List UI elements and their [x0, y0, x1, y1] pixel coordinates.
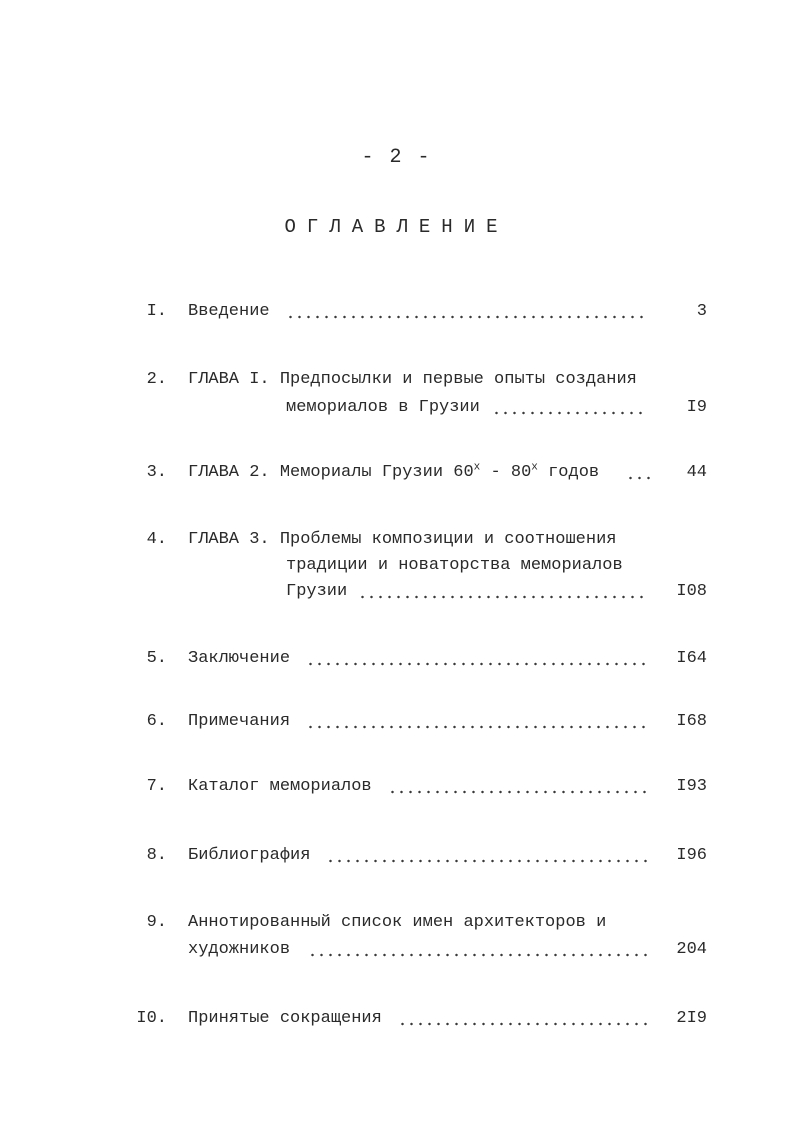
entry-title-continuation: Грузии: [286, 582, 348, 601]
entry-title: Принятые сокращения: [188, 1009, 382, 1028]
entry-number: 7.: [146, 777, 167, 796]
entry-title: Введение: [188, 302, 270, 321]
entry-title: [188, 460, 599, 486]
entry-title: Каталог мемориалов: [188, 777, 372, 796]
entry-number: 8.: [146, 846, 167, 865]
entry-number: 6.: [146, 712, 167, 731]
entry-title-continuation: художников: [188, 940, 291, 959]
entry-page: 44: [686, 463, 707, 482]
entry-number: 3.: [146, 463, 167, 482]
entry-title: Аннотированный список имен архитекторов и: [188, 913, 607, 932]
toc-entry-4: [0, 527, 793, 553]
dot-leader: [626, 476, 656, 480]
toc-entry-10: [0, 1006, 793, 1032]
entry-number: I.: [146, 302, 167, 321]
toc-entry-6: [0, 709, 793, 735]
toc-entry-9-continuation: [0, 937, 793, 963]
dot-leader: [308, 953, 648, 957]
toc-entry-4-continuation: [0, 553, 793, 579]
entry-number: 2.: [146, 370, 167, 389]
dot-leader: [492, 411, 648, 415]
dot-leader: [286, 315, 648, 319]
entry-page: I08: [676, 582, 707, 601]
dot-leader: [326, 859, 648, 863]
entry-title: Примечания: [188, 712, 291, 731]
dot-leader: [358, 595, 648, 599]
dot-leader: [388, 790, 648, 794]
entry-page: 2I9: [676, 1009, 707, 1028]
toc-entry-1: [0, 299, 793, 325]
toc-entry-2: [0, 367, 793, 393]
entry-page: 3: [696, 302, 707, 321]
toc-entry-9: [0, 910, 793, 936]
toc-entry-8: [0, 843, 793, 869]
page-number: - 2 -: [361, 146, 432, 169]
title-part: - 80: [480, 463, 532, 482]
entry-title: ГЛАВА I. Предпосылки и первые опыты создания: [188, 370, 637, 389]
toc-entry-7: [0, 774, 793, 800]
entry-page: I64: [676, 649, 707, 668]
entry-title-continuation: традиции и новаторства мемориалов: [286, 556, 623, 575]
toc-entry-4-continuation: [0, 579, 793, 605]
entry-number: 5.: [146, 649, 167, 668]
entry-title-continuation: мемориалов в Грузии: [286, 398, 480, 417]
dot-leader: [306, 662, 648, 666]
entry-page: I9: [686, 398, 707, 417]
toc-entry-5: [0, 646, 793, 672]
entry-title: Библиография: [188, 846, 311, 865]
dot-leader: [306, 725, 648, 729]
entry-number: 4.: [146, 530, 167, 549]
title-part: годов: [537, 463, 600, 482]
dot-leader: [398, 1022, 648, 1026]
entry-page: 204: [676, 940, 707, 959]
title-part: ГЛАВА 2. Мемориалы Грузии 60: [188, 463, 474, 482]
entry-page: I96: [676, 846, 707, 865]
superscript: x: [531, 461, 538, 474]
entry-number: I0.: [136, 1009, 167, 1028]
entry-number: 9.: [146, 913, 167, 932]
toc-entry-2-continuation: [0, 395, 793, 421]
toc-entry-3: [0, 460, 793, 486]
entry-page: I68: [676, 712, 707, 731]
superscript: x: [473, 461, 481, 474]
entry-page: I93: [676, 777, 707, 796]
toc-title: ОГЛАВЛЕНИЕ: [284, 216, 509, 238]
entry-title: ГЛАВА 3. Проблемы композиции и соотношения: [188, 530, 617, 549]
entry-title: Заключение: [188, 649, 291, 668]
